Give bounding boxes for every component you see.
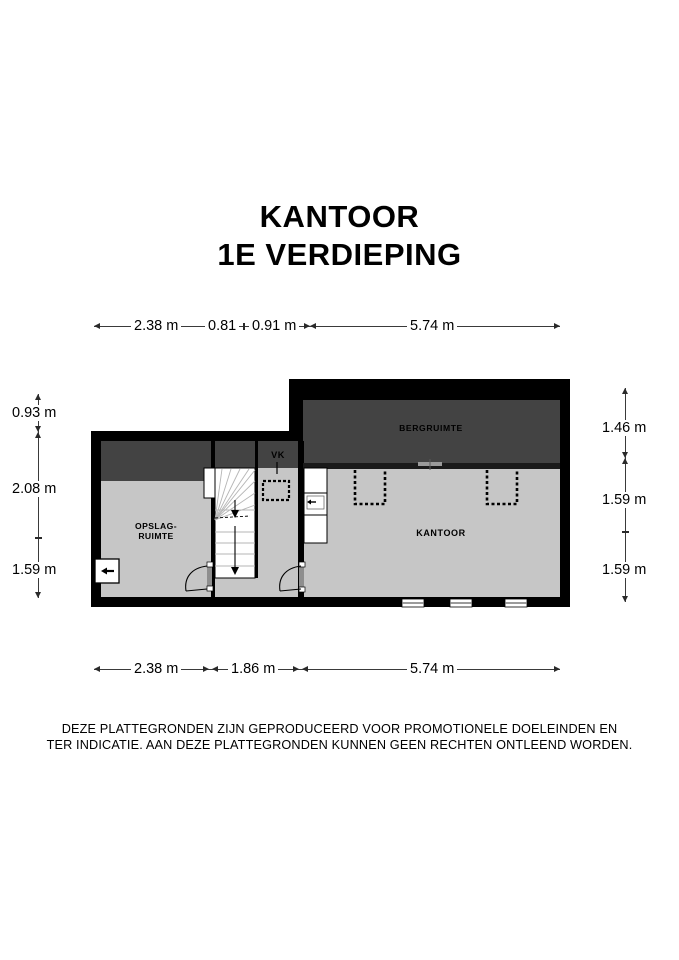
dim-right-3: 1.59 m [599, 562, 649, 578]
dim-bottom-3: 5.74 m [407, 661, 457, 677]
bergruimte-area [303, 400, 560, 468]
dim-right-2: 1.59 m [599, 492, 649, 508]
stair-newel [204, 468, 215, 498]
dim-bottom-2: 1.86 m [228, 661, 278, 677]
dim-top-4: 5.74 m [407, 318, 457, 334]
low-ceiling-stair [214, 441, 255, 468]
room-label-opslagruimte-1: OPSLAG- [135, 521, 177, 531]
dim-left-1: 0.93 m [9, 405, 59, 421]
room-label-bergruimte: BERGRUIMTE [399, 423, 463, 433]
disclaimer [0, 721, 679, 753]
title-line-2: 1E VERDIEPING [217, 237, 462, 272]
wall-vk-left [255, 441, 258, 468]
dim-top-1: 2.38 m [131, 318, 181, 334]
room-label-opslagruimte-2: RUIMTE [138, 531, 174, 541]
dim-bottom-1: 2.38 m [131, 661, 181, 677]
window-bottom-3 [505, 599, 527, 607]
dim-right-1: 1.46 m [599, 420, 649, 436]
dim-left-2: 2.08 m [9, 481, 59, 497]
dim-left-3: 1.59 m [9, 562, 59, 578]
window-bottom-1 [402, 599, 424, 607]
disclaimer-line-2: TER INDICATIE. AAN DEZE PLATTEGRONDEN KUNNEN GEEN RECHTEN ONTLEEND WORDEN. [46, 738, 633, 752]
room-label-vk: VK [271, 450, 285, 460]
low-ceiling-opslag [101, 441, 211, 481]
window-opslagruimte-left [95, 559, 119, 583]
dim-top-3: 0.91 m [249, 318, 299, 334]
title-line-1: KANTOOR [259, 199, 420, 234]
hal-cabinet [304, 468, 327, 543]
room-label-kantoor: KANTOOR [416, 528, 466, 538]
dim-top-2: 0.81 [205, 318, 239, 334]
disclaimer-line-1: DEZE PLATTEGRONDEN ZIJN GEPRODUCEERD VOOR PROMOTIONELE DOELEINDEN EN [61, 722, 618, 736]
window-bottom-2 [450, 599, 472, 607]
